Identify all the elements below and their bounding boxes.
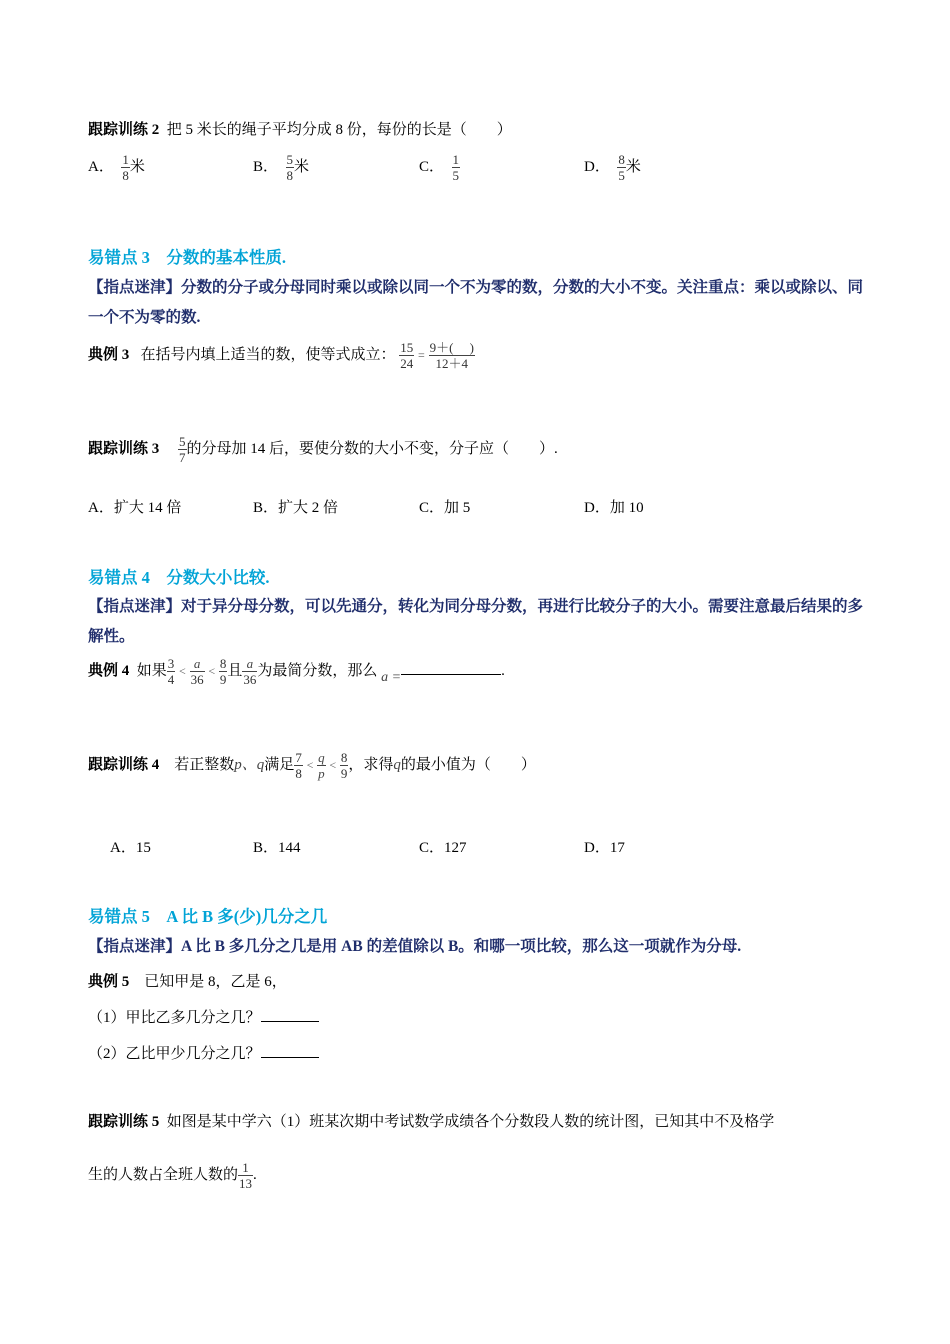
fraction-7-8: $\frac{7}{8}$ <box>295 750 302 781</box>
fraction: $\frac{5}{8}$ <box>286 152 294 183</box>
fraction-a-36-2: $\frac{a}{36}$ <box>243 656 257 687</box>
fraction-3-4: $\frac{3}{4}$ <box>167 656 175 687</box>
equals-sign: = <box>418 347 425 362</box>
practice-3-option-d: D．加 10 <box>584 500 644 516</box>
practice-3-option-c: C．加 5 <box>419 500 471 516</box>
practice-2-option-b <box>253 152 309 183</box>
fraction-a-36: $\frac{a}{36}$ <box>190 656 204 687</box>
example-5-line <box>88 970 287 991</box>
q2-text: （2）乙比甲少几分之几？ <box>88 1046 261 1062</box>
section-5-title: 易错点 5 A 比 B 多(少)几分之几 <box>88 907 328 926</box>
practice-3-option-a: A．扩大 14 倍 <box>88 500 182 516</box>
example-5-text: 已知甲是 8，乙是 6， <box>144 974 287 990</box>
fraction-15-24: $\frac{15}{24}$ <box>400 340 414 371</box>
section-3-title: 易错点 3 分数的基本性质. <box>88 248 286 267</box>
answer-blank <box>261 1021 319 1022</box>
example-4-post: 为最简分数，那么 <box>257 662 378 679</box>
practice-4-option-b: B．144 <box>253 840 301 856</box>
fraction: $\frac{8}{5}$ <box>618 152 625 183</box>
q1-text: （1）甲比乙多几分之几？ <box>88 1010 261 1026</box>
practice-2-option-d <box>584 152 641 183</box>
practice-2-option-a <box>88 152 145 183</box>
example-5-label: 典例 5 <box>88 974 130 990</box>
section-3-guide: 【指点迷津】分数的分子或分母同时乘以或除以同一个不为零的数，分数的大小不变。关注重点：乘以或除以、同一个不为零的数. <box>88 279 864 326</box>
fraction-8-9: $\frac{8}{9}$ <box>219 656 227 687</box>
fraction-8-9: $\frac{8}{9}$ <box>340 750 348 781</box>
answer-blank <box>401 674 501 675</box>
practice-4-option-c: C．127 <box>419 840 467 856</box>
example-4-line <box>88 656 505 687</box>
practice-4-option-d: D．17 <box>584 840 625 856</box>
option-letter: D． <box>584 158 610 175</box>
answer-blank <box>261 1057 319 1058</box>
example-3-line <box>88 340 475 371</box>
practice-4-option-a: A．15 <box>110 840 151 856</box>
practice-3-option-b: B．扩大 2 倍 <box>253 500 339 516</box>
fraction-q-p: $\frac{q}{p}$ <box>318 750 325 781</box>
period: . <box>253 1166 257 1183</box>
example-3-label: 典例 3 <box>88 346 130 363</box>
fraction: $\frac{1}{5}$ <box>452 152 460 183</box>
section-4-title: 易错点 4 分数大小比较. <box>88 568 270 587</box>
fraction-1-13: $\frac{1}{13}$ <box>239 1160 253 1191</box>
less-than: < <box>179 663 186 678</box>
period: . <box>501 662 505 679</box>
practice-4-post1: ，求得 <box>348 756 394 773</box>
option-letter: A． <box>88 158 114 175</box>
practice-4-label: 跟踪训练 4 <box>88 756 160 773</box>
practice-4-mid: 满足 <box>264 756 295 773</box>
less-than: < <box>329 757 337 772</box>
variables-pq: p、q <box>234 756 265 773</box>
variable-q: q <box>393 756 401 773</box>
practice-3-text: 的分母加 14 后，要使分数的大小不变，分子应（ ）. <box>186 440 558 457</box>
fraction-blank: $\frac{9+( )}{12+4}$ <box>429 340 474 371</box>
practice-5-label: 跟踪训练 5 <box>88 1114 160 1130</box>
fraction: $\frac{1}{8}$ <box>122 152 129 183</box>
practice-4-line <box>88 750 536 781</box>
practice-4-pre: 若正整数 <box>174 756 235 773</box>
practice-2-label: 跟踪训练 2 <box>88 122 160 138</box>
practice-5-text2: 生的人数占全班人数的 <box>88 1166 239 1183</box>
variable-a: a = <box>381 669 402 685</box>
example-4-and: 且 <box>227 662 243 679</box>
practice-5-line2 <box>88 1160 257 1191</box>
practice-2-question: 把 5 米长的绳子平均分成 8 份，每份的长是（ ） <box>166 122 512 138</box>
section-5-guide: 【指点迷津】A 比 B 多几分之几是用 AB 的差值除以 B。和哪一项比较，那么这一项就作为分母. <box>88 938 742 955</box>
unit: 米 <box>129 158 145 175</box>
practice-3-label: 跟踪训练 3 <box>88 440 160 457</box>
practice-2-option-c <box>419 152 460 183</box>
example-3-text: 在括号内填上适当的数，使等式成立： <box>140 346 396 363</box>
option-letter: C． <box>419 158 445 175</box>
practice-2-line <box>88 118 512 139</box>
practice-5-line1 <box>88 1110 774 1131</box>
less-than: < <box>306 757 314 772</box>
unit: 米 <box>625 158 641 175</box>
unit: 米 <box>294 158 310 175</box>
example-4-label: 典例 4 <box>88 662 130 679</box>
section-4-guide: 【指点迷津】对于异分母分数，可以先通分，转化为同分母分数，再进行比较分子的大小。需要注意最后结果的多解性。 <box>88 598 864 645</box>
option-letter: B． <box>253 158 279 175</box>
fraction-5-7: $\frac{5}{7}$ <box>179 434 186 465</box>
example-4-pre: 如果 <box>136 662 167 679</box>
practice-5-text1: 如图是某中学六（1）班某次期中考试数学成绩各个分数段人数的统计图，已知其中不及格学 <box>166 1114 775 1130</box>
practice-4-post2: 的最小值为（ ） <box>400 756 536 773</box>
practice-3-line <box>88 434 558 465</box>
example-5-q2 <box>88 1042 319 1063</box>
example-5-q1 <box>88 1006 319 1027</box>
less-than: < <box>208 663 216 678</box>
